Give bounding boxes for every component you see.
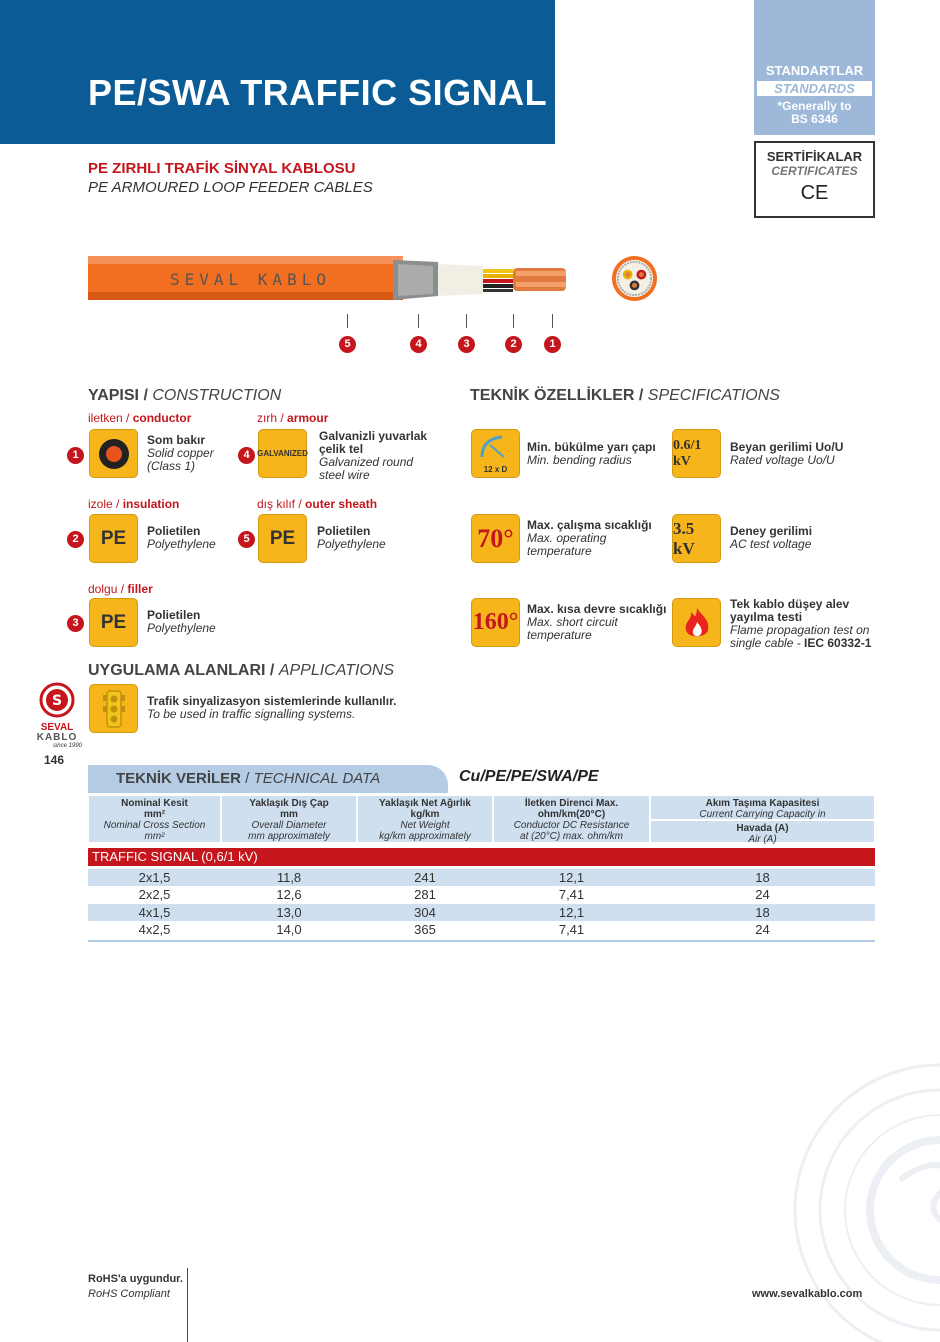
armour-description: Galvanizli yuvarlak çelik tel Galvanized round steel wire — [319, 429, 428, 482]
specifications-heading: TEKNİK ÖZELLİKLER / SPECIFICATIONS — [470, 387, 780, 404]
title-banner — [0, 0, 555, 144]
category-filler: dolgu / filler — [88, 582, 153, 596]
item-number-1: 1 — [67, 447, 84, 464]
subtitle-en: PE ARMOURED LOOP FEEDER CABLES — [88, 179, 373, 196]
subtitle-tr: PE ZIRHLI TRAFİK SİNYAL KABLOSU — [88, 160, 356, 177]
bending-radius-icon — [471, 429, 520, 478]
table-row: 2x2,5 12,6 281 7,41 24 — [138, 887, 770, 902]
traffic-light-icon — [89, 684, 138, 733]
col-header-diameter: Yaklaşık Dış Çap mm Overall Diameter mm approximately — [221, 795, 357, 843]
cable-print-text: SEVAL KABLO — [170, 270, 331, 289]
item-number-5: 5 — [238, 531, 255, 548]
bending-radius-description: Min. bükülme yarı çapı Min. bending radius — [527, 440, 656, 467]
flame-icon — [672, 598, 721, 647]
rated-voltage-icon: 0.6/1 kV — [672, 429, 721, 478]
conductor-icon — [89, 429, 138, 478]
table-row: 4x1,5 13,0 304 12,1 18 — [88, 904, 875, 921]
col-header-air: Havada (A) Air (A) — [650, 820, 875, 843]
pe-insulation-icon: PE — [89, 514, 138, 563]
cross-section-icon — [611, 255, 658, 302]
category-armour: zırh / armour — [257, 411, 329, 425]
rohs-tr: RoHS'a uygundur. — [88, 1273, 183, 1285]
applications-heading: UYGULAMA ALANLARI / APPLICATIONS — [88, 662, 395, 679]
pe-filler-icon: PE — [89, 598, 138, 647]
cable-illustration — [88, 252, 588, 312]
svg-text:S: S — [51, 693, 63, 709]
technical-data-tab: TEKNİK VERİLER / TECHNICAL DATA — [88, 765, 448, 793]
group-row-traffic-signal: TRAFFIC SIGNAL (0,6/1 kV) — [88, 848, 875, 866]
operating-temp-icon: 70° — [471, 514, 520, 563]
footer-divider — [187, 1268, 188, 1342]
col-header-capacity: Akım Taşıma Kapasitesi Current Carrying Capacity in — [650, 795, 875, 820]
standards-value: *Generally to BS 6346 — [777, 99, 852, 126]
pe-sheath-icon: PE — [258, 514, 307, 563]
test-voltage-icon: 3.5 kV — [672, 514, 721, 563]
standards-label: STANDARTLAR — [765, 63, 864, 78]
category-insulation: izole / insulation — [88, 497, 180, 511]
short-circuit-temp-icon: 160° — [471, 598, 520, 647]
category-conductor: iletken / conductor — [88, 411, 192, 425]
item-number-2: 2 — [67, 531, 84, 548]
standards-box — [754, 0, 875, 135]
certificates-label: SERTİFİKALAR — [766, 149, 863, 164]
test-voltage-description: Deney gerilimi AC test voltage — [730, 524, 813, 551]
standards-label-en: STANDARDS — [757, 81, 872, 96]
short-circuit-temp-description: Max. kısa devre sıcaklığı Max. short circuit temperature — [527, 602, 667, 642]
col-header-cross-section: Nominal Kesit mm² Nominal Cross Section mm² — [88, 795, 221, 843]
certificates-box — [754, 141, 875, 218]
table-row: 4x2,5 14,0 365 7,41 24 — [88, 921, 875, 942]
logo-since: since 1990 — [52, 743, 82, 749]
marker-4: 4 — [410, 336, 427, 353]
col-header-weight: Yaklaşık Net Ağırlık kg/km Net Weight kg/km approximately — [357, 795, 493, 843]
flame-test-description: Tek kablo düşey alev yayılma testi Flame propagation test on single cable - IEC 60332-1 — [730, 597, 872, 650]
rated-voltage-description: Beyan gerilimi Uo/U Rated voltage Uo/U — [730, 440, 844, 467]
page-title: PE/SWA TRAFFIC SIGNAL — [88, 72, 548, 113]
logo-line1: SEVAL — [40, 722, 74, 733]
galvanized-icon: GALVANIZED — [258, 429, 307, 478]
seval-logo — [32, 682, 82, 752]
website-url: www.sevalkablo.com — [752, 1288, 863, 1300]
logo-line2: KABLO — [36, 732, 78, 743]
bend-value: 12 x D — [483, 465, 508, 474]
category-outer-sheath: dış kılıf / outer sheath — [257, 497, 378, 511]
construction-heading: YAPISI / CONSTRUCTION — [88, 387, 282, 404]
marker-3: 3 — [458, 336, 475, 353]
rohs-en: RoHS Compliant — [88, 1288, 170, 1300]
ce-mark-icon: CE — [800, 182, 829, 204]
conductor-description: Som bakır Solid copper (Class 1) — [147, 433, 214, 473]
marker-5: 5 — [339, 336, 356, 353]
insulation-description: Polietilen Polyethylene — [147, 524, 216, 551]
seval-logo-icon — [39, 682, 75, 718]
marker-2: 2 — [505, 336, 522, 353]
col-header-resistance: İletken Direnci Max. ohm/km(20°C) Conductor DC Resistance at (20°C) max. ohm/km — [493, 795, 650, 843]
item-number-3: 3 — [67, 615, 84, 632]
filler-description: Polietilen Polyethylene — [147, 608, 216, 635]
component-markers — [0, 312, 600, 357]
marker-1: 1 — [544, 336, 561, 353]
construction-code: Cu/PE/PE/SWA/PE — [459, 768, 599, 785]
applications-description: Trafik sinyalizasyon sistemlerinde kullanılır. To be used in traffic signalling systems. — [147, 694, 397, 721]
page-number: 146 — [44, 753, 65, 767]
sheath-description: Polietilen Polyethylene — [317, 524, 386, 551]
certificates-label-en: CERTIFICATES — [771, 164, 858, 178]
operating-temp-description: Max. çalışma sıcaklığı Max. operating temperature — [527, 518, 652, 558]
item-number-4: 4 — [238, 447, 255, 464]
table-row: 2x1,5 11,8 241 12,1 18 — [88, 869, 875, 886]
